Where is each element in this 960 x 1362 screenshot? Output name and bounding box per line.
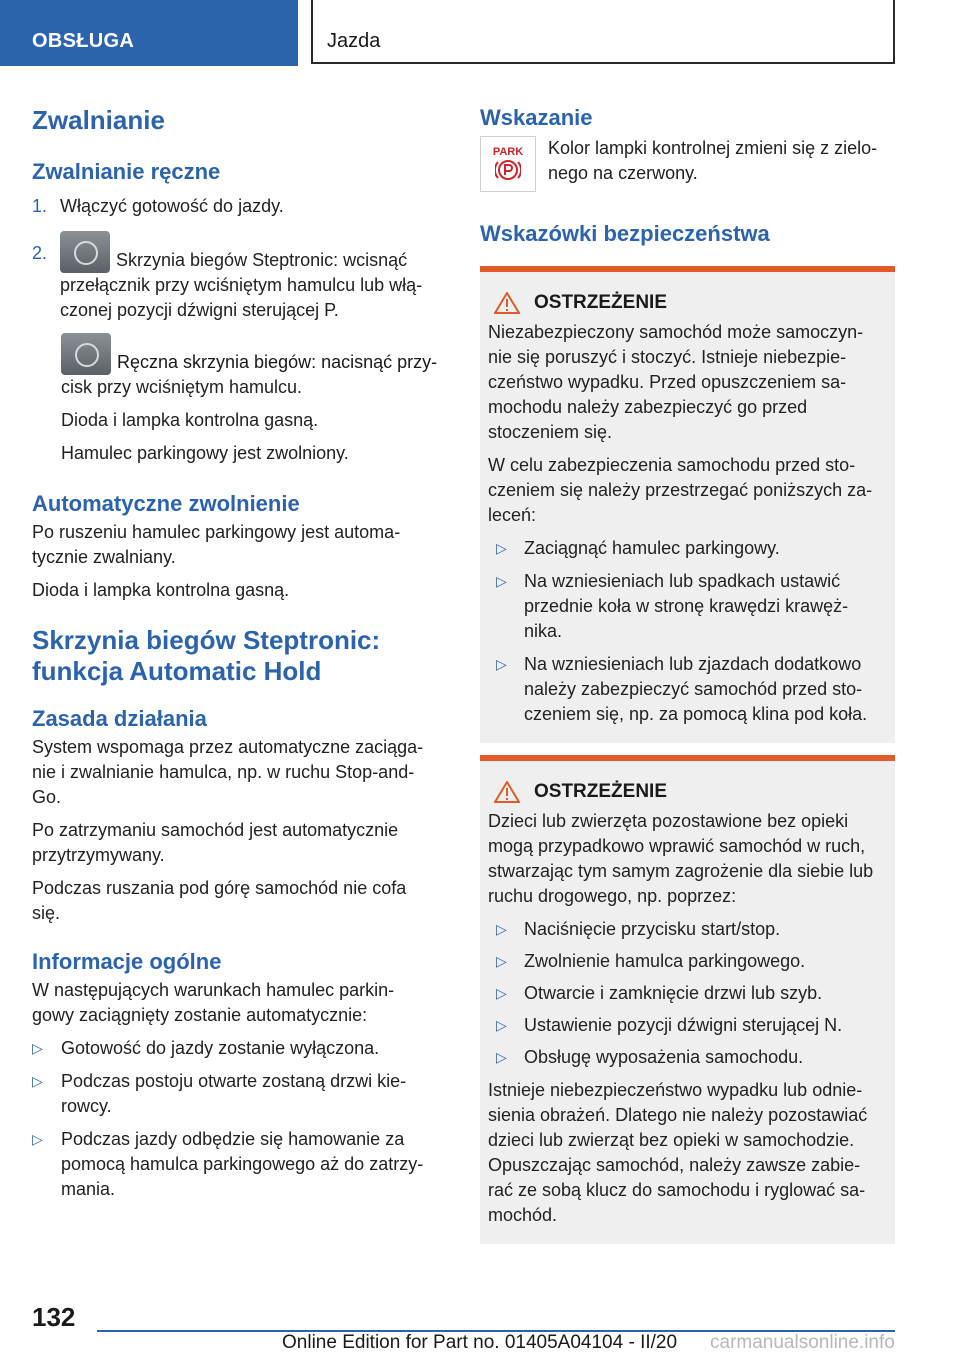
step-text: czonej pozycji dźwigni sterującej P. bbox=[60, 300, 339, 320]
paragraph: Go. bbox=[32, 787, 62, 807]
list-text: Na wzniesieniach lub zjazdach dodatkowo bbox=[524, 654, 862, 674]
paragraph: gowy zaciągnięty zostanie automatycznie: bbox=[32, 1005, 368, 1025]
list-item bbox=[488, 652, 887, 727]
list-item bbox=[32, 1036, 450, 1061]
list-item bbox=[32, 1127, 450, 1202]
parking-brake-switch-icon bbox=[61, 333, 111, 375]
warning-triangle-icon bbox=[494, 292, 520, 314]
list-text: Naciśnięcie przycisku start/stop. bbox=[524, 919, 781, 939]
step-text: Skrzynia biegów Steptronic: wcisnąć bbox=[116, 250, 408, 270]
list-text: Otwarcie i zamknięcie drzwi lub szyb. bbox=[524, 983, 823, 1003]
step-text: Włączyć gotowość do jazdy. bbox=[60, 196, 284, 216]
warning-text: mochód. bbox=[488, 1205, 558, 1225]
list-item bbox=[488, 981, 887, 1006]
warning-text: dzieci lub zwierząt bez opieki w samochodzie. bbox=[488, 1130, 855, 1150]
note-text: Hamulec parkingowy jest zwolniony. bbox=[61, 443, 349, 463]
paragraph: W następujących warunkach hamulec parkin- bbox=[32, 980, 395, 1000]
paragraph: System wspomaga przez automatyczne zaciąga- bbox=[32, 737, 424, 757]
step-text: przełącznik przy wciśniętym hamulcu lub włą- bbox=[60, 275, 423, 295]
step-number: 2. bbox=[32, 243, 48, 263]
section-tab: OBSŁUGA bbox=[0, 0, 298, 66]
triangle-bullet-icon: ▷ bbox=[496, 540, 507, 556]
list-text: pomocą hamulca parkingowego aż do zatrzy- bbox=[61, 1154, 424, 1174]
heading-principle: Zasada działania bbox=[32, 706, 207, 731]
warning-title: OSTRZEŻENIE bbox=[534, 292, 668, 313]
park-brake-icon bbox=[480, 136, 536, 192]
warning-text: Dzieci lub zwierzęta pozostawione bez opieki bbox=[488, 811, 849, 831]
warning-text: nie się poruszyć i stoczyć. Istnieje niebezpie- bbox=[488, 347, 847, 367]
warning-text: stoczeniem się. bbox=[488, 422, 613, 442]
heading-general-info: Informacje ogólne bbox=[32, 949, 222, 974]
heading-release: Zwalnianie bbox=[32, 105, 165, 135]
list-item bbox=[488, 949, 887, 974]
list-text: Podczas jazdy odbędzie się hamowanie za bbox=[61, 1129, 405, 1149]
list-text: Zwolnienie hamulca parkingowego. bbox=[524, 951, 806, 971]
list-text: rowcy. bbox=[61, 1096, 112, 1116]
paragraph: Kolor lampki kontrolnej zmieni się z zielo- bbox=[548, 138, 878, 158]
triangle-bullet-icon: ▷ bbox=[496, 656, 507, 672]
list-text: Na wzniesieniach lub spadkach ustawić bbox=[524, 571, 841, 591]
list-item bbox=[488, 536, 887, 561]
warning-text: ruchu drogowego, np. poprzez: bbox=[488, 886, 737, 906]
warning-text: Opuszczając samochód, należy zawsze zabie- bbox=[488, 1155, 861, 1175]
list-text: Obsługę wyposażenia samochodu. bbox=[524, 1047, 804, 1067]
manual-gearbox-note bbox=[32, 333, 450, 466]
warning-text: Istnieje niebezpieczeństwo wypadku lub odnie- bbox=[488, 1080, 863, 1100]
warning-text: W celu zabezpieczenia samochodu przed sto- bbox=[488, 455, 856, 475]
heading-automatic-hold bbox=[32, 625, 450, 687]
warning-text: rać ze sobą klucz do samochodu i ryglować sa- bbox=[488, 1180, 866, 1200]
paragraph: Podczas ruszania pod górę samochód nie cofa bbox=[32, 878, 407, 898]
page-header bbox=[0, 0, 960, 66]
warning-text: Niezabezpieczony samochód może samoczyn- bbox=[488, 322, 864, 342]
triangle-bullet-icon: ▷ bbox=[32, 1040, 43, 1056]
right-column bbox=[480, 100, 895, 1244]
list-item bbox=[488, 1013, 887, 1038]
triangle-bullet-icon: ▷ bbox=[496, 985, 507, 1001]
warning-text: sienia obrażeń. Dlatego nie należy pozostawiać bbox=[488, 1105, 868, 1125]
step-number: 1. bbox=[32, 196, 48, 216]
list-item bbox=[488, 1045, 887, 1070]
paragraph: tycznie zwalniany. bbox=[32, 547, 176, 567]
park-circle-icon bbox=[495, 158, 521, 182]
note-text: Ręczna skrzynia biegów: nacisnąć przy- bbox=[117, 352, 438, 372]
note-text: Dioda i lampka kontrolna gasną. bbox=[61, 410, 319, 430]
step-1 bbox=[32, 194, 450, 219]
warning-title: OSTRZEŻENIE bbox=[534, 781, 668, 802]
warning-text: czeństwo wypadku. Przed opuszczeniem sa- bbox=[488, 372, 847, 392]
paragraph: nie i zwalnianie hamulca, np. w ruchu Stop-and- bbox=[32, 762, 415, 782]
list-text: przednie koła w stronę krawędzi krawęż- bbox=[524, 596, 849, 616]
list-text: Gotowość do jazdy zostanie wyłączona. bbox=[61, 1038, 380, 1058]
list-text: mania. bbox=[61, 1179, 116, 1199]
list-item bbox=[488, 917, 887, 942]
indicator-row bbox=[480, 136, 895, 192]
heading-line: Skrzynia biegów Steptronic: bbox=[32, 625, 381, 655]
heading-auto-release: Automatyczne zwolnienie bbox=[32, 491, 300, 516]
heading-indicator: Wskazanie bbox=[480, 105, 593, 130]
page-number: 132 bbox=[32, 1302, 76, 1332]
triangle-bullet-icon: ▷ bbox=[496, 953, 507, 969]
warning-text: leceń: bbox=[488, 505, 537, 525]
warning-text: mogą przypadkowo wprawić samochód w ruch, bbox=[488, 836, 866, 856]
note-text: cisk przy wciśniętym hamulcu. bbox=[61, 377, 303, 397]
paragraph: przytrzymywany. bbox=[32, 845, 165, 865]
warning-heading bbox=[494, 779, 887, 805]
triangle-bullet-icon: ▷ bbox=[496, 1017, 507, 1033]
list-item bbox=[32, 1069, 450, 1119]
paragraph: Po ruszeniu hamulec parkingowy jest automa- bbox=[32, 522, 401, 542]
list-text: nika. bbox=[524, 621, 563, 641]
list-text: Ustawienie pozycji dźwigni sterującej N. bbox=[524, 1015, 843, 1035]
warning-text: mochodu należy zabezpieczyć go przed bbox=[488, 397, 808, 417]
triangle-bullet-icon: ▷ bbox=[496, 921, 507, 937]
park-label: PARK bbox=[492, 146, 524, 158]
list-text: czeniem się, np. za pomocą klina pod koła. bbox=[524, 704, 868, 724]
triangle-bullet-icon: ▷ bbox=[496, 1049, 507, 1065]
triangle-bullet-icon: ▷ bbox=[32, 1073, 43, 1089]
warning-triangle-icon bbox=[494, 781, 520, 803]
warning-box-1 bbox=[480, 266, 895, 743]
left-column bbox=[32, 100, 450, 1202]
watermark: carmanualsonline.info bbox=[710, 1332, 895, 1353]
heading-safety: Wskazówki bezpieczeństwa bbox=[480, 221, 770, 246]
heading-line: funkcja Automatic Hold bbox=[32, 656, 322, 686]
warning-heading bbox=[494, 290, 887, 316]
paragraph: Dioda i lampka kontrolna gasną. bbox=[32, 580, 290, 600]
parking-brake-switch-icon bbox=[60, 231, 110, 273]
edition-info: Online Edition for Part no. 01405A04104 - II/20 bbox=[282, 1332, 678, 1353]
chapter-title: Jazda bbox=[311, 0, 895, 64]
paragraph: się. bbox=[32, 903, 61, 923]
list-text: należy zabezpieczyć samochód przed sto- bbox=[524, 679, 863, 699]
triangle-bullet-icon: ▷ bbox=[32, 1131, 43, 1147]
paragraph: Po zatrzymaniu samochód jest automatycznie bbox=[32, 820, 399, 840]
list-text: Podczas postoju otwarte zostaną drzwi kie- bbox=[61, 1071, 407, 1091]
triangle-bullet-icon: ▷ bbox=[496, 573, 507, 589]
list-item bbox=[488, 569, 887, 644]
warning-text: czeniem się należy przestrzegać poniższych za- bbox=[488, 480, 873, 500]
list-text: Zaciągnąć hamulec parkingowy. bbox=[524, 538, 780, 558]
paragraph: nego na czerwony. bbox=[548, 163, 698, 183]
heading-manual-release: Zwalnianie ręczne bbox=[32, 159, 221, 184]
warning-text: stwarzając tym samym zagrożenie dla siebie lub bbox=[488, 861, 874, 881]
warning-box-2 bbox=[480, 755, 895, 1244]
step-2 bbox=[32, 231, 450, 323]
